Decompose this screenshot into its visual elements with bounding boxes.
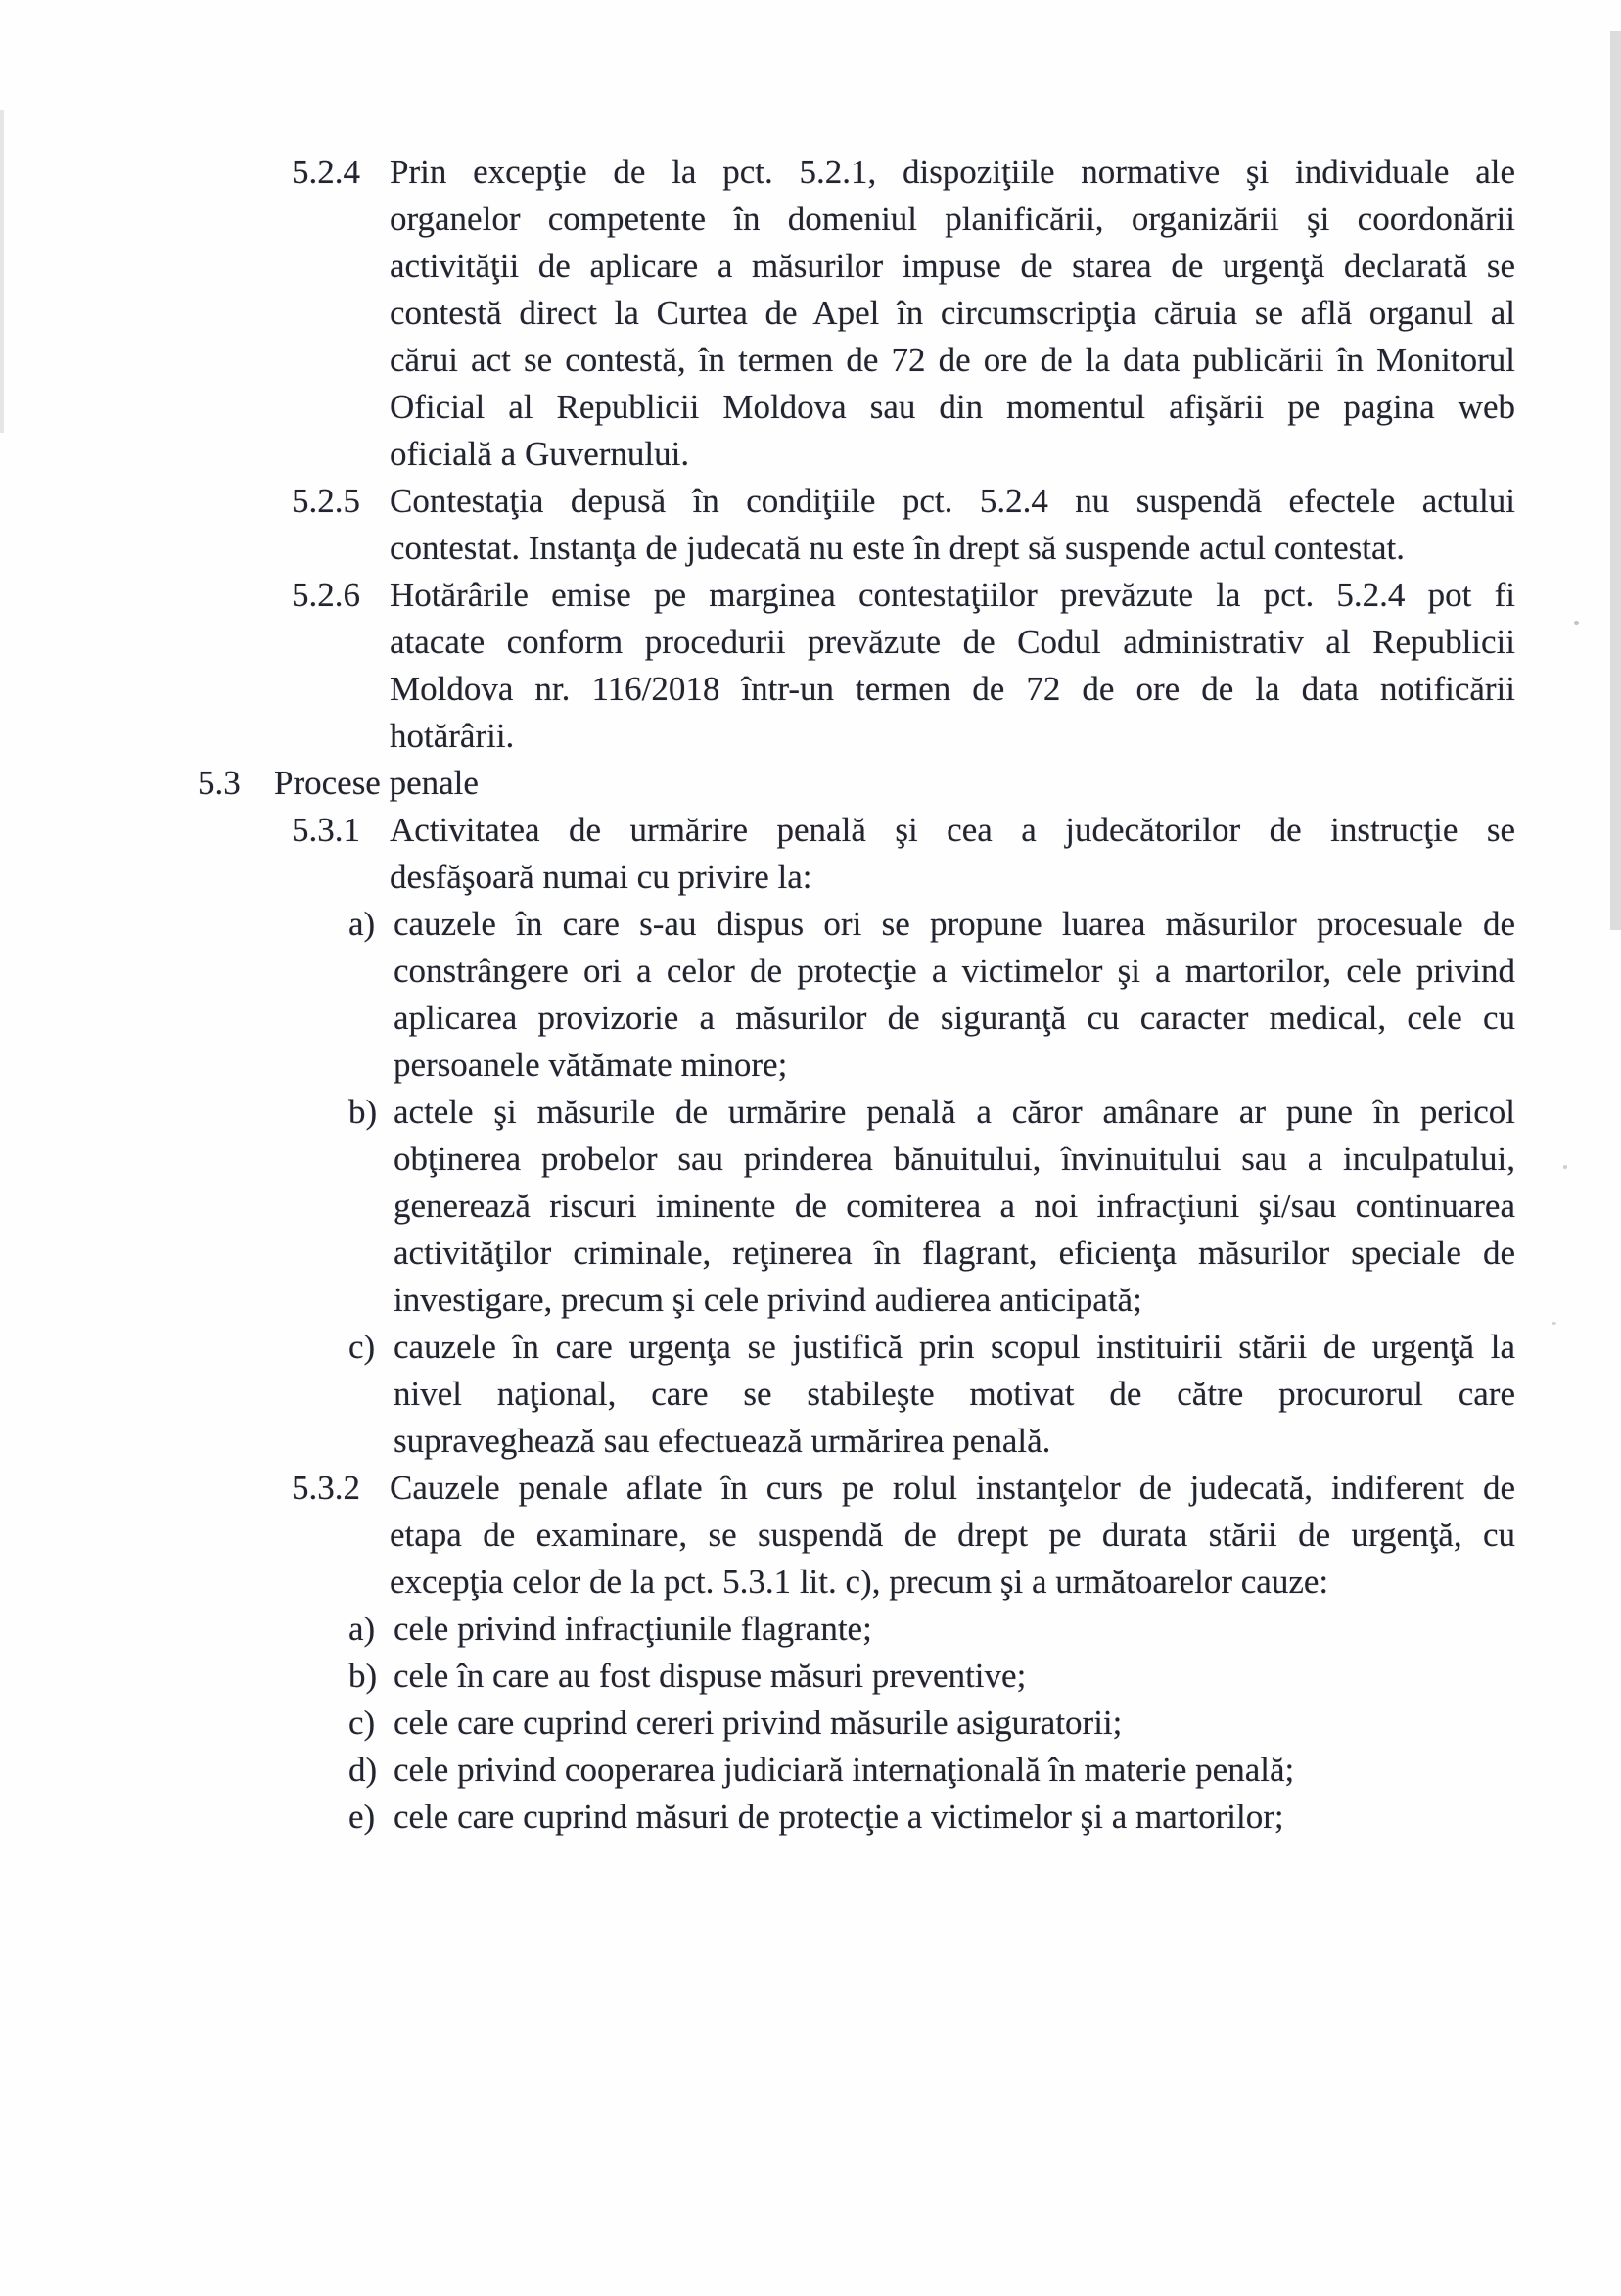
scan-edge-shadow-right: [1610, 31, 1621, 930]
paragraph-line: atacate conform procedurii prevăzute de Codul administrativ al Republicii: [390, 623, 1515, 661]
paragraph-line: Hotărârile emise pe marginea contestaţiilor prevăzute la pct. 5.2.4 pot fi: [390, 576, 1515, 614]
clause-text: [390, 807, 1515, 901]
paragraph-line: desfăşoară numai cu privire la:: [390, 858, 812, 896]
clause-text: [390, 149, 1515, 478]
paragraph-line: cauzele în care urgenţa se justifică prin scopul instituirii stării de urgenţă la: [394, 1328, 1515, 1366]
paragraph-line: constrângere ori a celor de protecţie a victimelor şi a martorilor, cele privind: [394, 952, 1515, 990]
list-item-d: [348, 1747, 1515, 1794]
paragraph-line: activităţii de aplicare a măsurilor impuse de starea de urgenţă declarată se: [390, 247, 1515, 285]
paragraph-line: excepţia celor de la pct. 5.3.1 lit. c), precum şi a următoarelor cauze:: [390, 1563, 1329, 1601]
item-text: [394, 1747, 1515, 1794]
list-item-a: [348, 901, 1515, 1089]
clause-number: 5.2.5: [292, 482, 360, 520]
paragraph-line: cărui act se contestă, în termen de 72 de ore de la data publicării în Monitorul: [390, 341, 1515, 379]
paragraph-line: aplicarea provizorie a măsurilor de siguranţă cu caracter medical, cele cu: [394, 999, 1515, 1037]
paragraph-line: etapa de examinare, se suspendă de drept pe durata stării de urgenţă, cu: [390, 1516, 1515, 1554]
item-letter: b): [348, 1657, 378, 1695]
scan-speck: [1552, 1322, 1556, 1325]
clause-number: 5.2.4: [292, 153, 360, 191]
paragraph-line: hotărârii.: [390, 717, 515, 755]
item-letter: b): [348, 1093, 378, 1131]
section-5-3: [198, 760, 1515, 807]
paragraph-line: oficială a Guvernului.: [390, 435, 690, 473]
paragraph-line: Contestaţia depusă în condiţiile pct. 5.2.4 nu suspendă efectele actului: [390, 482, 1515, 520]
paragraph-line: organelor competente în domeniul planificării, organizării şi coordonării: [390, 200, 1515, 238]
paragraph-line: investigare, precum şi cele privind audierea anticipată;: [394, 1281, 1142, 1319]
scan-speck: [1563, 1165, 1567, 1169]
paragraph-line: activităţilor criminale, reţinerea în flagrant, eficienţa măsurilor speciale de: [394, 1234, 1515, 1272]
item-letter: d): [348, 1751, 378, 1789]
section-5-3-2: [292, 1465, 1515, 1841]
item-letter: c): [348, 1328, 376, 1366]
section-5-2-5: [292, 478, 1515, 572]
item-text: [394, 1794, 1515, 1841]
paragraph-line: cauzele în care s-au dispus ori se propune luarea măsurilor procesuale de: [394, 905, 1515, 943]
item-letter: a): [348, 905, 376, 943]
list-item-c: [348, 1700, 1515, 1747]
paragraph-line: actele şi măsurile de urmărire penală a căror amânare ar pune în pericol: [394, 1093, 1515, 1131]
item-text: [394, 1089, 1515, 1324]
item-text: [394, 1653, 1515, 1700]
item-letter: c): [348, 1704, 376, 1742]
scan-edge-shadow-left: [0, 110, 4, 433]
section-5-3-1: [292, 807, 1515, 1465]
item-letter: a): [348, 1610, 376, 1648]
item-letter: e): [348, 1798, 376, 1836]
paragraph-line: Prin excepţie de la pct. 5.2.1, dispoziţiile normative şi individuale ale: [390, 153, 1515, 191]
clause-text: [390, 478, 1515, 572]
paragraph-line: Moldova nr. 116/2018 într-un termen de 72 de ore de la data notificării: [390, 670, 1515, 708]
paragraph-line: cele care cuprind cereri privind măsurile asiguratorii;: [394, 1704, 1123, 1742]
section-5-2-6: [292, 572, 1515, 760]
clause-number: 5.2.6: [292, 576, 360, 614]
clause-number: 5.3: [198, 764, 241, 802]
clause-number: 5.3.1: [292, 811, 360, 849]
paragraph-line: Activitatea de urmărire penală şi cea a judecătorilor de instrucţie se: [390, 811, 1515, 849]
document-content: [198, 149, 1515, 1841]
paragraph-line: cele privind cooperarea judiciară internaţională în materie penală;: [394, 1751, 1295, 1789]
paragraph-line: contestă direct la Curtea de Apel în circumscripţia căruia se află organul al: [390, 294, 1515, 332]
item-text: [394, 1700, 1515, 1747]
list-item-a: [348, 1606, 1515, 1653]
list-item-b: [348, 1653, 1515, 1700]
item-text: [394, 1606, 1515, 1653]
section-heading: [274, 760, 479, 807]
heading-text: Procese penale: [274, 764, 479, 802]
section-5-2-4: [292, 149, 1515, 478]
paragraph-line: cele în care au fost dispuse măsuri preventive;: [394, 1657, 1027, 1695]
paragraph-line: cele privind infracţiunile flagrante;: [394, 1610, 872, 1648]
item-text: [394, 901, 1515, 1089]
paragraph-line: nivel naţional, care se stabileşte motivat de către procurorul care: [394, 1375, 1515, 1413]
clause-number: 5.3.2: [292, 1469, 360, 1507]
list-item-c: [348, 1324, 1515, 1465]
clause-text: [390, 572, 1515, 760]
paragraph-line: contestat. Instanţa de judecată nu este în drept să suspende actul contestat.: [390, 529, 1405, 567]
list-item-e: [348, 1794, 1515, 1841]
paragraph-line: supraveghează sau efectuează urmărirea penală.: [394, 1422, 1051, 1460]
paragraph-line: persoanele vătămate minore;: [394, 1046, 788, 1084]
clause-text: [390, 1465, 1515, 1606]
list-item-b: [348, 1089, 1515, 1324]
scan-speck: [1574, 621, 1579, 625]
item-text: [394, 1324, 1515, 1465]
paragraph-line: obţinerea probelor sau prinderea bănuitului, învinuitului sau a inculpatului,: [394, 1140, 1515, 1178]
paragraph-line: Cauzele penale aflate în curs pe rolul instanţelor de judecată, indiferent de: [390, 1469, 1515, 1507]
paragraph-line: generează riscuri iminente de comiterea a noi infracţiuni şi/sau continuarea: [394, 1187, 1515, 1225]
paragraph-line: Oficial al Republicii Moldova sau din momentul afişării pe pagina web: [390, 388, 1515, 426]
paragraph-line: cele care cuprind măsuri de protecţie a victimelor şi a martorilor;: [394, 1798, 1284, 1836]
